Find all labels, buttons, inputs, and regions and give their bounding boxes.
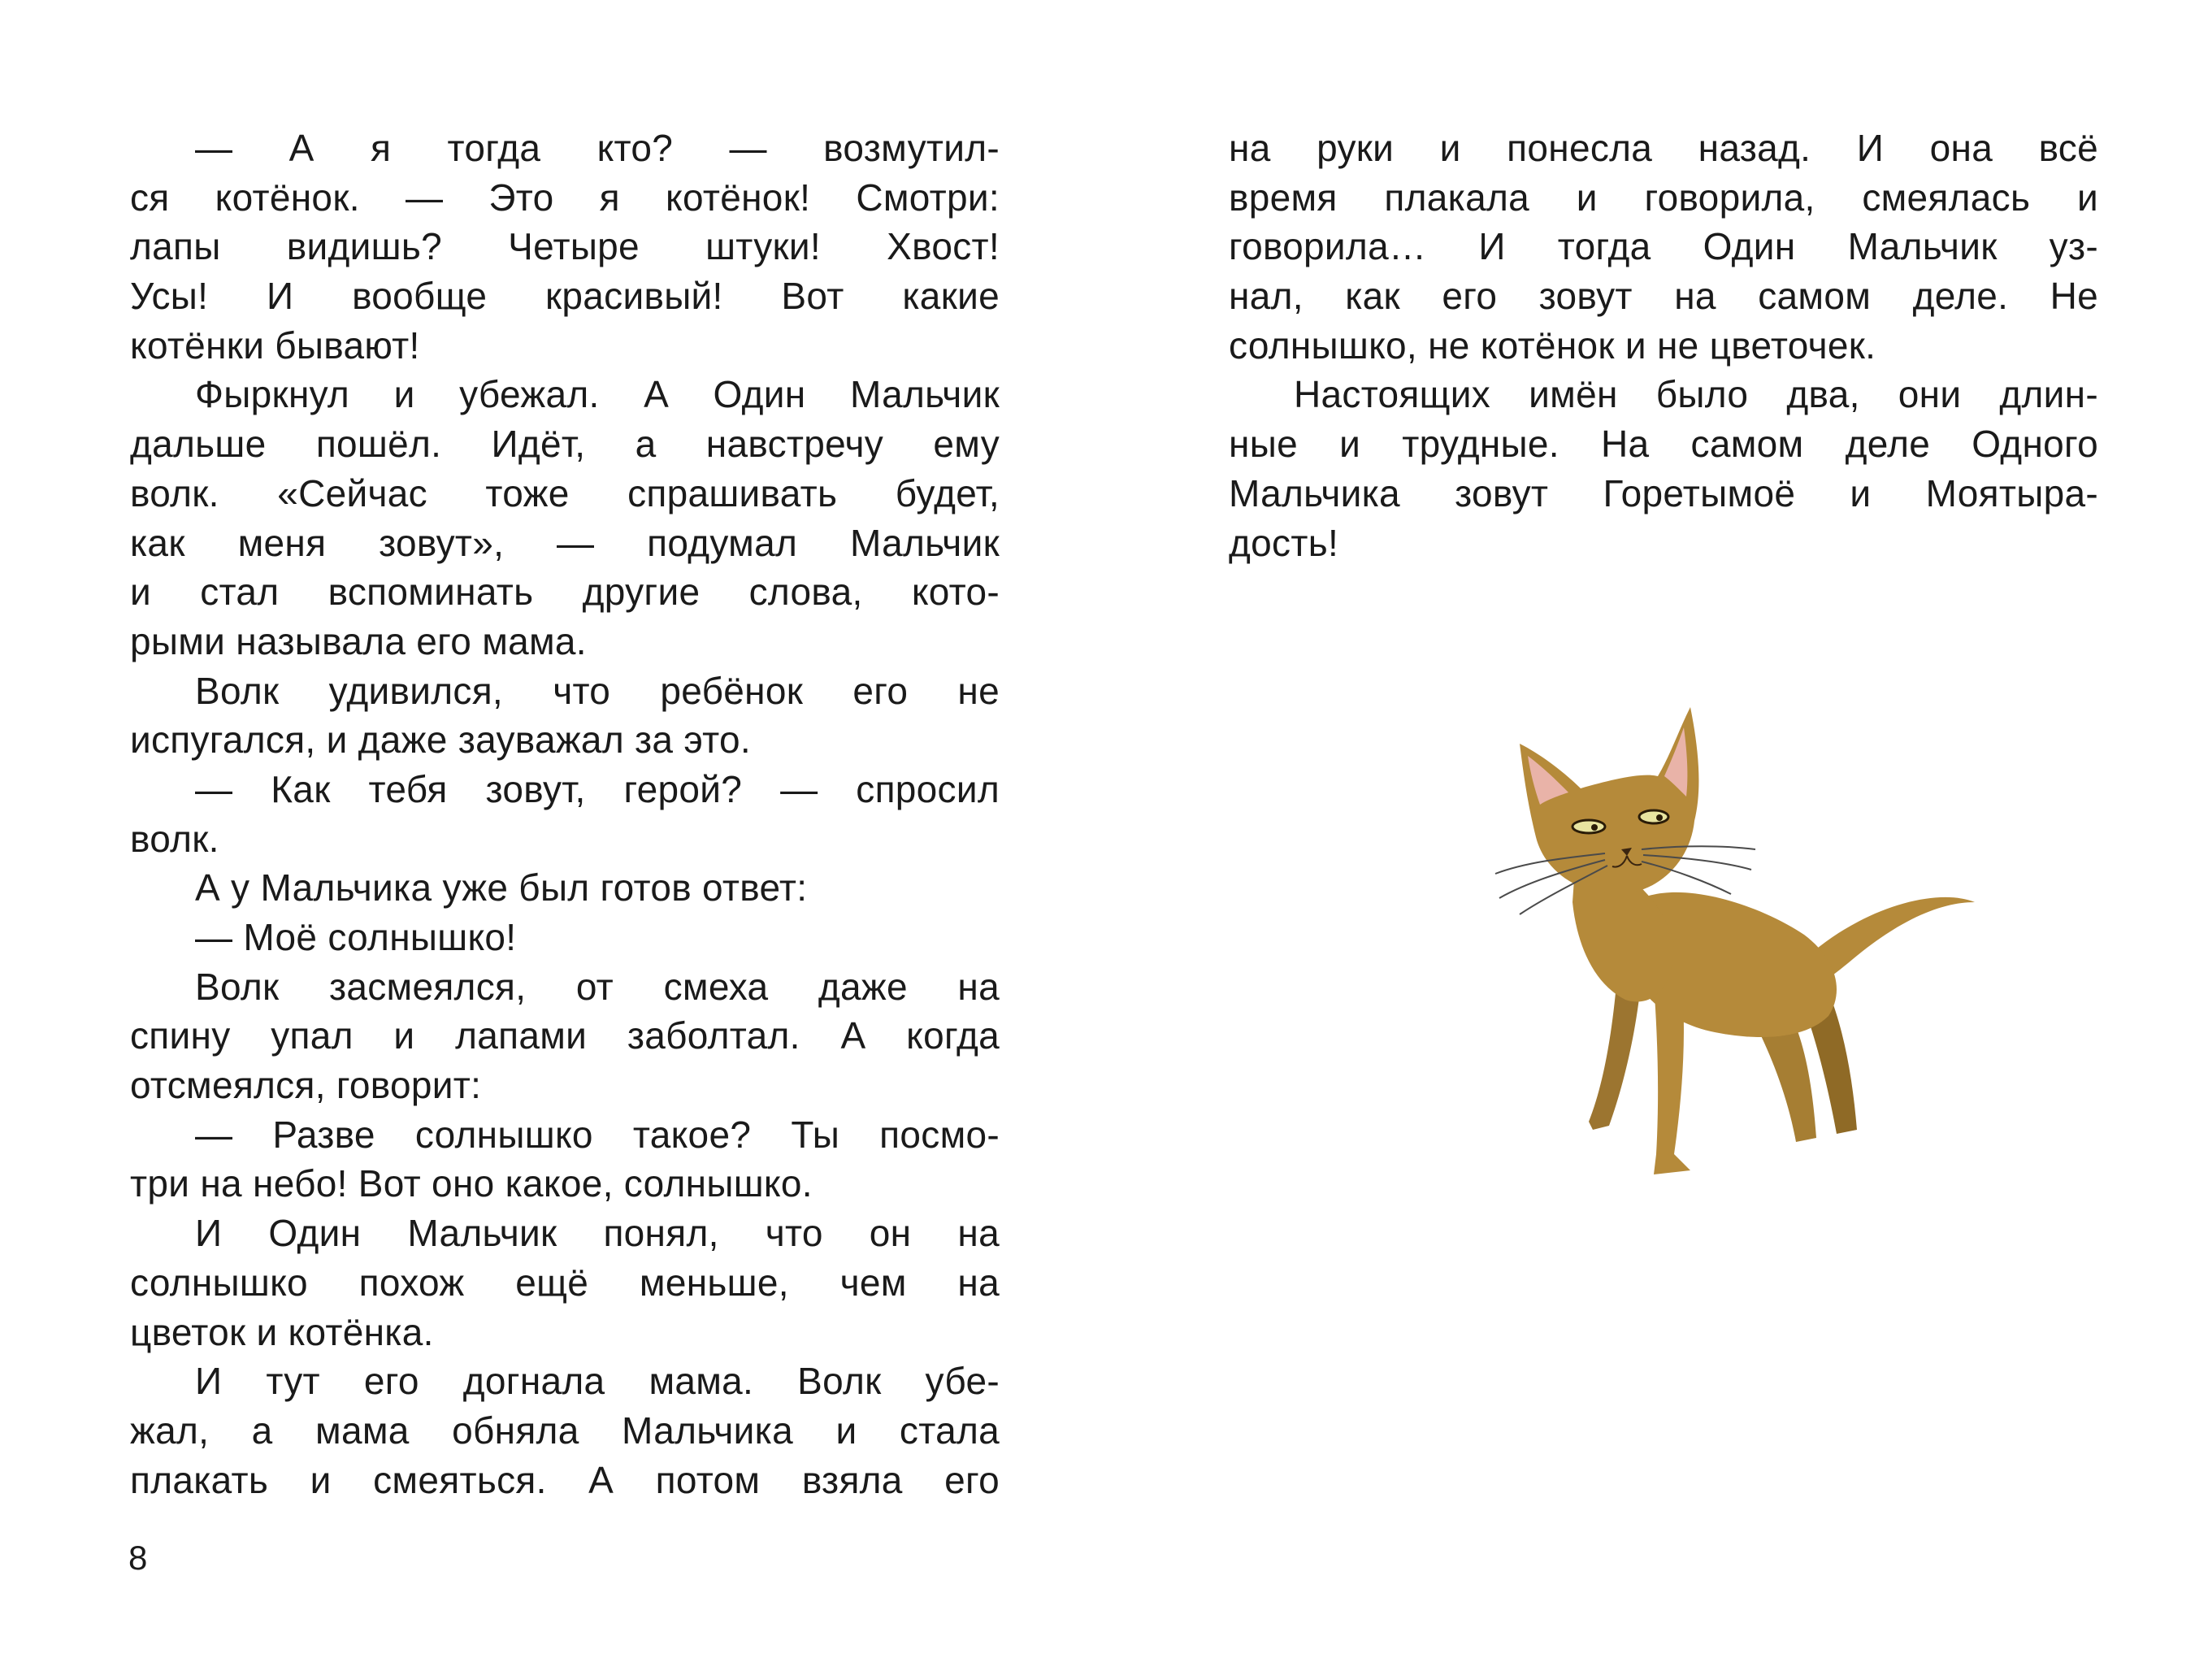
text-line: на руки и понесла назад. И она всё — [1229, 127, 2098, 169]
text-line: Фыркнул и убежал. А Один Мальчик — [195, 373, 1000, 416]
text-line: отсмеялся, говорит: — [130, 1064, 482, 1107]
kitten-eye-right — [1639, 810, 1668, 823]
text-line: Волк засмеялся, от смеха даже на — [195, 965, 1000, 1008]
text-line: жал, а мама обняла Мальчика и стала — [130, 1409, 1000, 1452]
text-line: — Как тебя зовут, герой? — спросил — [195, 767, 1000, 810]
text-line: И Один Мальчик понял, что он на — [195, 1212, 1000, 1255]
text-line: солнышко похож ещё меньше, чем на — [130, 1261, 1000, 1304]
text-line: рыми называла его мама. — [130, 619, 587, 662]
text-line: волк. — [130, 817, 219, 860]
text-line: как меня зовут», — подумал Мальчик — [130, 521, 1000, 564]
text-line: солнышко, не котёнок и не цветочек. — [1229, 323, 1876, 367]
text-line: лапы видишь? Четыре штуки! Хвост! — [130, 225, 1000, 268]
text-line: — А я тогда кто? — возмутил- — [195, 127, 1000, 169]
page-number: 8 — [128, 1539, 148, 1577]
kitten-illustration — [1447, 699, 2015, 1203]
right-text-column — [1229, 124, 2098, 567]
text-line: дальше пошёл. Идёт, а навстречу ему — [130, 423, 1000, 466]
text-line: котёнки бывают! — [130, 323, 420, 367]
text-line: Мальчика зовут Горетымоё и Моятыра- — [1229, 471, 2098, 514]
text-line: — Разве солнышко такое? Ты посмо- — [195, 1113, 1000, 1156]
text-line: Волк удивился, что ребёнок его не — [195, 669, 1000, 712]
text-line: говорила… И тогда Один Мальчик уз- — [1229, 225, 2098, 268]
left-text-column — [130, 124, 1000, 1504]
text-line: испугался, и даже зауважал за это. — [130, 718, 751, 762]
text-line: волк. «Сейчас тоже спрашивать будет, — [130, 471, 1000, 514]
text-line: Усы! И вообще красивый! Вот какие — [130, 275, 1000, 318]
text-line: три на небо! Вот оно какое, солнышко. — [130, 1162, 813, 1205]
text-line: плакать и смеяться. А потом взяла его — [130, 1458, 1000, 1501]
text-line: цветок и котёнка. — [130, 1310, 434, 1353]
text-line: — Моё солнышко! — [195, 916, 517, 958]
text-line: А у Мальчика уже был готов ответ: — [195, 866, 808, 909]
text-line: И тут его догнала мама. Волк убе- — [195, 1360, 1000, 1403]
text-line: дость! — [1229, 521, 1339, 564]
text-line: ся котёнок. — Это я котёнок! Смотри: — [130, 176, 1000, 219]
text-line: Настоящих имён было два, они длин- — [1294, 373, 2098, 416]
text-line: время плакала и говорила, смеялась и — [1229, 176, 2098, 219]
text-line: ные и трудные. На самом деле Одного — [1229, 423, 2098, 466]
kitten-eye-left — [1572, 820, 1605, 833]
text-line: и стал вспоминать другие слова, кото- — [130, 571, 1000, 614]
text-line: нал, как его зовут на самом деле. Не — [1229, 275, 2098, 318]
text-line: спину упал и лапами заболтал. А когда — [130, 1014, 1000, 1057]
